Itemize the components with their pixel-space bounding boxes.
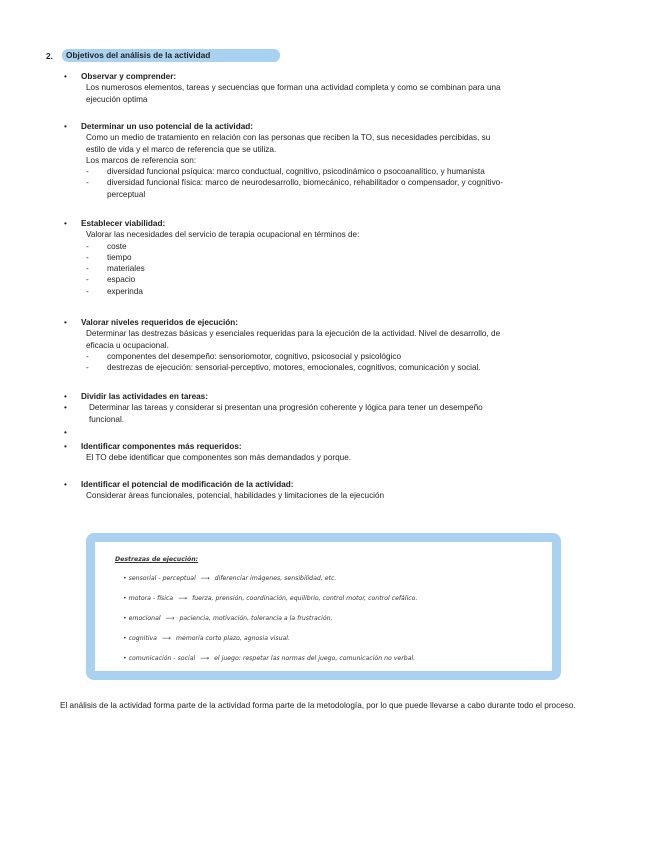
note-row-label: • sensorial - perceptual bbox=[123, 575, 196, 582]
dash-marker: - bbox=[86, 252, 89, 262]
sub-list-item bbox=[86, 252, 620, 263]
objective-body-line: Los marcos de referencia son: bbox=[86, 155, 197, 165]
objective-body-line: ejecución optima bbox=[86, 94, 148, 104]
note-row-label: • motora - física bbox=[123, 595, 174, 602]
sub-list-item bbox=[86, 351, 620, 362]
objective-title: Valorar niveles requeridos de ejecución: bbox=[81, 318, 238, 327]
bullet: • bbox=[64, 72, 67, 81]
arrow-icon: ⟶ bbox=[200, 655, 210, 662]
dash-marker: - bbox=[86, 167, 89, 177]
handwritten-note-card bbox=[86, 533, 561, 680]
bullet: • bbox=[64, 403, 67, 413]
objective-item-modificacion bbox=[64, 479, 620, 502]
objective-title: Dividir las actividades en tareas: bbox=[81, 392, 208, 401]
sub-list-text: coste bbox=[107, 241, 127, 251]
bullet: • bbox=[64, 392, 67, 401]
note-heading: Destrezas de ejecución: bbox=[115, 556, 199, 563]
objective-title: Identificar el potencial de modificación de la actividad: bbox=[81, 480, 294, 489]
note-row-text: fuerza, prensión, coordinación, equilibrio, control motor, control cefálico. bbox=[192, 595, 418, 602]
arrow-icon: ⟶ bbox=[200, 575, 210, 582]
arrow-icon: ⟶ bbox=[165, 615, 175, 622]
dash-marker: - bbox=[86, 363, 89, 373]
note-row bbox=[123, 635, 290, 642]
sub-list-text: componentes del desempeño: sensoriomotor, cognitivo, psicosocial y psicológico bbox=[107, 351, 402, 361]
objective-body-line: Valorar las necesidades del servicio de terapia ocupacional en términos de: bbox=[86, 230, 360, 240]
objective-item-dividir bbox=[64, 391, 620, 425]
sub-list-item bbox=[86, 263, 620, 274]
objective-title: Establecer viabilidad: bbox=[81, 219, 166, 228]
objective-title: Identificar componentes más requeridos: bbox=[81, 442, 242, 451]
nested-bullet-text: funcional. bbox=[89, 414, 125, 424]
dash-marker: - bbox=[86, 264, 89, 274]
note-row-text: memoria corto plazo, agnosia visual. bbox=[175, 635, 290, 642]
note-row bbox=[123, 595, 417, 602]
handwritten-note bbox=[95, 542, 552, 671]
bullet: • bbox=[64, 122, 67, 131]
objective-item-niveles bbox=[64, 317, 620, 373]
arrow-icon: ⟶ bbox=[178, 595, 188, 602]
empty-bullet: • bbox=[64, 428, 67, 437]
section-number: 2. bbox=[46, 50, 53, 61]
closing-paragraph: El análisis de la actividad forma parte de la actividad forma parte de la metodología, por lo que puede llevarse a cabo durante todo el proceso. bbox=[60, 701, 576, 710]
bullet: • bbox=[64, 480, 67, 489]
sub-list-item bbox=[86, 274, 620, 285]
section-heading bbox=[46, 49, 280, 62]
objective-item-viabilidad bbox=[64, 218, 620, 297]
sub-list-item bbox=[86, 177, 620, 200]
sub-list-text: diversidad funcional física: marco de neurodesarrollo, biomecánico, rehabilitador o compensador, y cognitivo- bbox=[107, 178, 503, 188]
nested-bullet-text: Determinar las tareas y considerar si presentan una progresión coherente y lógica para tener un desempeño bbox=[89, 403, 483, 413]
objective-body-line: Determinar las destrezas básicas y esenciales requeridas para la ejecución de la actividad. Nivel de desarrollo, de bbox=[86, 329, 501, 339]
objective-body-line: eficacia u ocupacional. bbox=[86, 340, 169, 350]
objective-body-line: El TO debe identificar que componentes son más demandados y porque. bbox=[86, 453, 352, 463]
dash-marker: - bbox=[86, 275, 89, 285]
objective-title: Observar y comprender: bbox=[81, 72, 177, 81]
objective-title: Determinar un uso potencial de la actividad: bbox=[81, 122, 253, 131]
sub-list-text: destrezas de ejecución: sensorial-perceptivo, motores, emocionales, cognitivos, comunicación y social. bbox=[107, 363, 481, 373]
objective-item-uso-potencial bbox=[64, 121, 620, 200]
objective-item-componentes bbox=[64, 441, 620, 464]
dash-marker: - bbox=[86, 241, 89, 251]
objective-body-line: Considerar áreas funcionales, potencial, habilidades y limitaciones de la ejecución bbox=[86, 491, 385, 501]
sub-list-item bbox=[86, 362, 620, 373]
sub-list-item bbox=[86, 286, 620, 297]
note-row bbox=[123, 575, 336, 582]
sub-list-text: experinda bbox=[107, 286, 143, 296]
sub-list-item bbox=[86, 166, 620, 177]
nested-bullet-item bbox=[64, 402, 620, 425]
note-row-text: el juego: respetar las normas del juego, comunicación no verbal. bbox=[214, 655, 416, 662]
objective-body-line: Como un medio de tratamiento en relación con las personas que reciben la TO, sus necesidades percibidas, su bbox=[86, 133, 491, 143]
objective-body-line: estilo de vida y el marco de referencia que se utiliza. bbox=[86, 144, 277, 154]
section-title: Objetivos del análisis de la actividad bbox=[62, 49, 280, 62]
note-row-label: • emocional bbox=[123, 615, 161, 622]
note-row-text: paciencia, motivación, tolerancia a la frustración. bbox=[179, 615, 333, 622]
sub-list-item bbox=[86, 241, 620, 252]
sub-list-text: tiempo bbox=[107, 252, 132, 262]
dash-marker: - bbox=[86, 178, 89, 188]
sub-list-text: espacio bbox=[107, 275, 136, 285]
bullet: • bbox=[64, 318, 67, 327]
note-row-label: • cognitiva bbox=[123, 635, 157, 642]
bullet: • bbox=[64, 442, 67, 451]
sub-list-text: materiales bbox=[107, 264, 145, 274]
objective-item-observar bbox=[64, 71, 620, 105]
arrow-icon: ⟶ bbox=[161, 635, 171, 642]
note-row-label: • comunicación - social bbox=[123, 655, 196, 662]
dash-marker: - bbox=[86, 286, 89, 296]
sub-list-text: diversidad funcional psíquica: marco conductual, cognitivo, psicodinámico o psocoanalítico, y humanista bbox=[107, 167, 485, 177]
bullet: • bbox=[64, 219, 67, 228]
note-row bbox=[123, 655, 415, 662]
dash-marker: - bbox=[86, 351, 89, 361]
sub-list-text: perceptual bbox=[107, 189, 146, 199]
note-row-text: diferenciar imágenes, sensibilidad, etc. bbox=[214, 575, 337, 582]
note-row bbox=[123, 615, 333, 622]
objective-body-line: Los numerosos elementos, tareas y secuencias que forman una actividad completa y como se combinan para una bbox=[86, 83, 501, 93]
